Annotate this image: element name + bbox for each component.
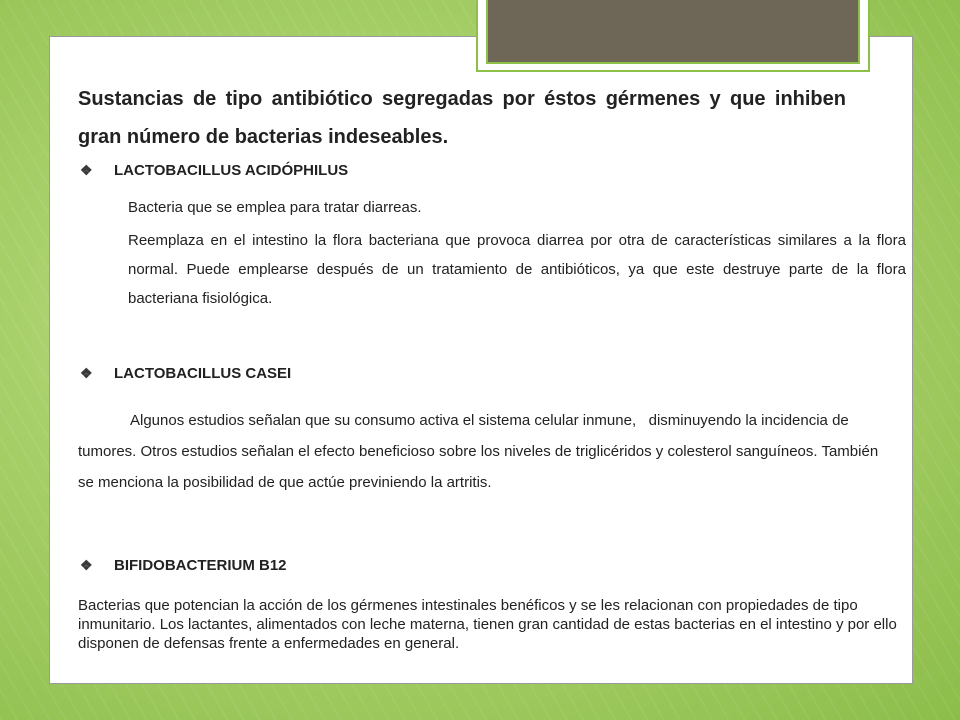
diamond-bullet-icon: ❖ <box>80 162 93 178</box>
decorative-frame-fill <box>486 0 860 64</box>
section-text: Bacteria que se emplea para tratar diarreas. <box>128 199 422 216</box>
diamond-bullet-icon: ❖ <box>80 557 93 573</box>
section-heading-casei <box>80 365 291 382</box>
section-heading-bifidobacterium <box>80 557 287 574</box>
section-text: Algunos estudios señalan que su consumo activa el sistema celular inmune, disminuyendo la incidencia de tumores. Otros estudios señalan el efecto beneficioso sobre los niveles de triglicéridos y colesterol sanguíneos. También se menciona la posibilidad de que actúe previniendo la artritis. <box>78 412 883 491</box>
section-text: Reemplaza en el intestino la flora bacteriana que provoca diarrea por otra de características similares a la flora normal. Puede emplearse después de un tratamiento de antibióticos, ya que este destruye parte de la flora bacteriana fisiológica. <box>128 232 906 307</box>
section-text: Bacterias que potencian la acción de los gérmenes intestinales benéficos y se les relacionan con propiedades de tipo inmunitario. Los lactantes, alimentados con leche materna, tienen gran cantidad de estas bacterias en el intestino y por ello disponen de defensas frente a enfermedades en general. <box>78 597 897 652</box>
diamond-bullet-icon: ❖ <box>80 365 93 381</box>
section-heading-text: LACTOBACILLUS CASEI <box>114 365 292 382</box>
slide-title: Sustancias de tipo antibiótico segregadas por éstos gérmenes y que inhiben gran número de bacterias indeseables. <box>78 88 846 148</box>
decorative-frame <box>476 0 870 72</box>
section-heading-text: LACTOBACILLUS ACIDÓPHILUS <box>114 162 349 179</box>
section-heading-text: BIFIDOBACTERIUM B12 <box>114 557 287 574</box>
section-heading-acidophilus <box>80 162 348 179</box>
